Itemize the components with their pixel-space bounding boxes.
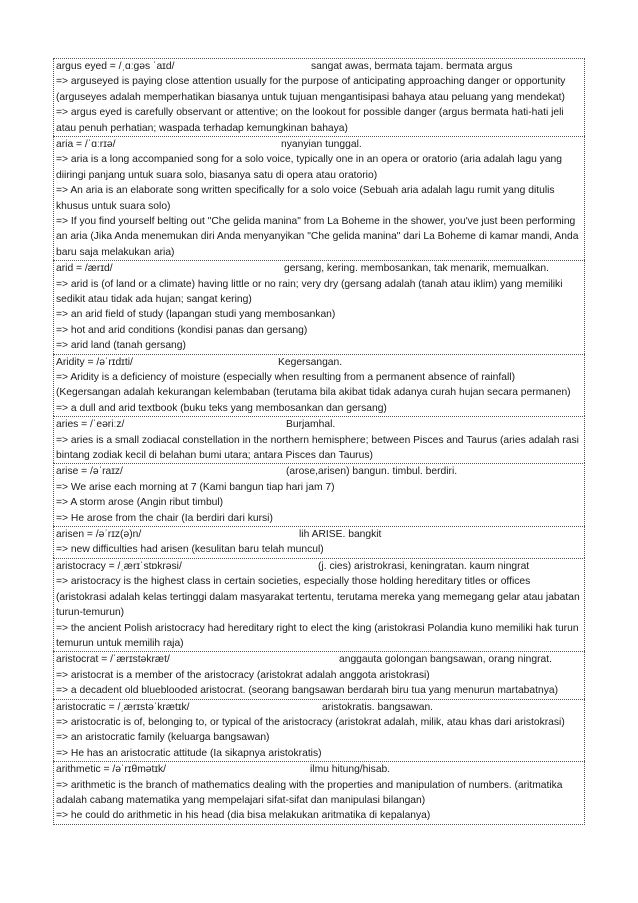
entry-head [56, 137, 582, 152]
entry-meaning: (j. cies) aristrokrasi, keningratan. kaum ningrat [318, 560, 530, 572]
entry-example-line: => Aridity is a deficiency of moisture (especially when resulting from a permanent absence of rainfall) (Kegersangan adalah kekurangan kelembaban (terutama bila akibat tidak adanya curah hujan secara permanen) [56, 372, 571, 399]
entry-head [56, 261, 582, 276]
entry-meaning: anggauta golongan bangsawan, orang ningrat. [339, 654, 552, 666]
dictionary-entry [53, 136, 585, 260]
entry-example-line: => argus eyed is carefully observant or attentive; on the lookout for possible danger (argus bermata hati-hati jeli atau penuh perhatian; waspada terhadap kemungkinan bahaya) [56, 107, 564, 134]
entry-meaning: aristokratis. bangsawan. [322, 701, 434, 713]
dictionary-entry [53, 699, 585, 762]
dictionary-entry [53, 58, 585, 136]
entry-term: Aridity = /əˈrɪdɪti/ [56, 356, 133, 368]
entry-head [56, 559, 582, 574]
entry-meaning: Kegersangan. [278, 356, 343, 368]
entry-term: aristocracy = /ˌærɪˈstɒkrəsi/ [56, 560, 182, 572]
entry-example-line: => aristocracy is the highest class in certain societies, especially those holding hereditary titles or offices (aristokrasi adalah kelas tertinggi dalam masyarakat tertentu, terutama mereka yang memegang gelar atau jabatan turun-temurun) [56, 576, 580, 619]
entry-example-line: => an arid field of study (lapangan studi yang membosankan) [56, 309, 336, 321]
entry-term: aria = /ˈɑːrɪə/ [56, 139, 116, 151]
entry-head [56, 700, 582, 715]
entry-head [56, 417, 582, 432]
entry-term: arisen = /əˈrɪz(ə)n/ [56, 529, 142, 541]
entry-example-line: => hot and arid conditions (kondisi panas dan gersang) [56, 324, 308, 336]
dictionary-entry [53, 761, 585, 825]
entry-example-line: => he could do arithmetic in his head (dia bisa melakukan aritmatika di kepalanya) [56, 810, 431, 822]
dictionary-entry [53, 354, 585, 417]
entry-example-line: => a dull and arid textbook (buku teks yang membosankan dan gersang) [56, 402, 387, 414]
entry-meaning: Burjamhal. [286, 419, 336, 431]
entry-example-line: => arithmetic is the branch of mathematics dealing with the properties and manipulation of numbers. (aritmatika adalah cabang matematika yang mempelajari sifat-sifat dan manipulasi bilangan) [56, 779, 563, 806]
entry-example-line: => arid land (tanah gersang) [56, 340, 186, 352]
entry-meaning: ilmu hitung/hisab. [310, 764, 391, 776]
entry-meaning: (arose,arisen) bangun. timbul. berdiri. [286, 466, 458, 478]
entry-term: aristocratic = /ˌærɪstəˈkrætɪk/ [56, 701, 190, 713]
entry-example-line: => If you find yourself belting out "Che gelida manina" from La Boheme in the shower, you've just been performing an aria (Jika Anda menemukan diri Anda menyanyikan "Che gelida manina" dari La Boheme di kamar mandi, Anda baru saja melakukan aria) [56, 216, 579, 258]
dictionary-entry [53, 651, 585, 698]
entry-example-line: => an aristocratic family (keluarga bangsawan) [56, 732, 270, 744]
entry-head [56, 762, 582, 777]
entry-example-line: => the ancient Polish aristocracy had hereditary right to elect the king (aristokrasi Polandia kuno memiliki hak turun temurun untuk memilih raja) [56, 622, 579, 649]
entry-meaning: nyanyian tunggal. [281, 139, 362, 151]
entry-example-line: => arid is (of land or a climate) having little or no rain; very dry (gersang adalah (tanah atau iklim) yang memiliki sedikit atau tidak ada hujan; sangat kering) [56, 278, 563, 306]
dictionary-entry [53, 526, 585, 558]
entry-meaning: gersang, kering. membosankan, tak menarik, memualkan. [284, 263, 549, 275]
entry-example-line: => He has an aristocratic attitude (Ia sikapnya aristokratis) [56, 747, 322, 759]
entry-head [56, 527, 582, 542]
entry-head [56, 464, 582, 479]
entry-example-line: => aria is a long accompanied song for a solo voice, typically one in an opera or oratorio (aria adalah lagu yang diiringi panjang untuk suara solo, biasanya satu di opera atau oratorio) [56, 154, 563, 181]
entry-example-line: => aries is a small zodiacal constellation in the northern hemisphere; between Pisces and Taurus (aries adalah rasi bintang zodiak kecil di belahan bumi utara; antara Pisces dan Taurus) [56, 434, 579, 462]
entry-term: arise = /əˈraɪz/ [56, 466, 123, 478]
entry-example-line: => new difficulties had arisen (kesulitan baru telah muncul) [56, 544, 324, 556]
entry-example-line: => aristocratic is of, belonging to, or typical of the aristocracy (aristokrat adalah, milik, atau khas dari aristokrasi) [56, 716, 565, 728]
entry-example-line: => We arise each morning at 7 (Kami bangun tiap hari jam 7) [56, 481, 335, 493]
entry-example-line: => A storm arose (Angin ribut timbul) [56, 497, 224, 509]
entry-example-line: => aristocrat is a member of the aristocracy (aristokrat adalah anggota aristokrasi) [56, 669, 430, 681]
dictionary-document [53, 58, 585, 825]
entry-term: argus eyed = /ˌɑːɡəs ˈaɪd/ [56, 61, 175, 72]
entry-meaning: lih ARISE. bangkit [299, 529, 382, 541]
entry-example-line: => He arose from the chair (Ia berdiri dari kursi) [56, 512, 273, 524]
entry-term: aristocrat = /ˈærɪstəkræt/ [56, 654, 170, 666]
entry-head [56, 355, 582, 370]
entry-term: arithmetic = /əˈrɪθmətɪk/ [56, 764, 167, 776]
entry-example-line: => a decadent old blueblooded aristocrat. (seorang bangsawan berdarah biru tua yang menurun martabatnya) [56, 685, 559, 697]
dictionary-entry [53, 416, 585, 463]
entry-head [56, 652, 582, 667]
dictionary-entry [53, 463, 585, 526]
dictionary-entry [53, 260, 585, 353]
entry-example-line: => arguseyed is paying close attention usually for the purpose of anticipating approaching danger or opportunity (arguseyes adalah memperhatikan biasanya untuk tujuan mengantisipasi bahaya atau peluang yang mendekat) [56, 76, 566, 103]
entry-term: arid = /ærɪd/ [56, 263, 113, 275]
entry-term: aries = /ˈeəriːz/ [56, 419, 125, 431]
dictionary-entry [53, 558, 585, 651]
entry-meaning: sangat awas, bermata tajam. bermata argus [311, 61, 513, 72]
entry-head [56, 59, 582, 74]
entry-example-line: => An aria is an elaborate song written specifically for a solo voice (Sebuah aria adalah lagu rumit yang ditulis khusus untuk suara solo) [56, 185, 555, 212]
